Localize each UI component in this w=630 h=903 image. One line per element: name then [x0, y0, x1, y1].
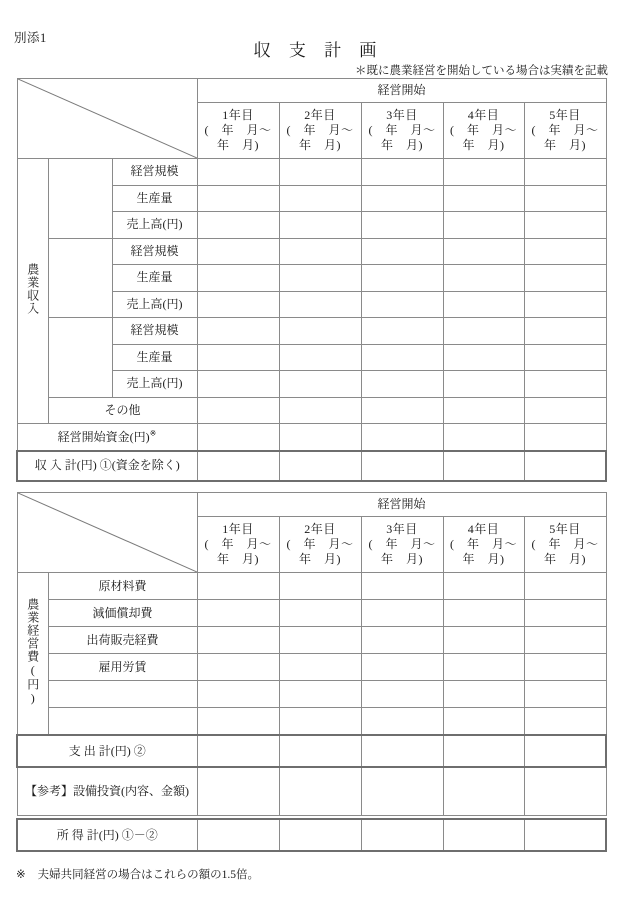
table-row	[17, 627, 606, 654]
expense-cell-4-y3[interactable]	[361, 654, 443, 681]
year-range-bottom-2-3: 年 月)	[381, 552, 423, 566]
income-other-label: その他	[48, 397, 197, 424]
income-cell-2-2-y1[interactable]	[197, 265, 279, 292]
expense-cell-5-y5[interactable]	[524, 681, 606, 708]
income-cell-3-2-y3[interactable]	[361, 344, 443, 371]
expense-table	[16, 492, 607, 816]
page-title: 収 支 計 画	[253, 41, 384, 60]
table-row	[17, 318, 606, 345]
income-cell-2-1-y4[interactable]	[443, 238, 524, 265]
income-total-y2[interactable]	[279, 451, 361, 481]
year-column-header-2-3	[361, 517, 443, 573]
expense-item-label-2: 減価償却費	[48, 600, 197, 627]
year-range-bottom-2: 年 月)	[299, 138, 342, 152]
expense-cell-5-y2[interactable]	[279, 681, 361, 708]
income-item-label-2-1: 経営規模	[112, 238, 197, 265]
year-range-bottom-5: 年 月)	[544, 138, 587, 152]
income-cell-2-2-y2[interactable]	[279, 265, 361, 292]
expense-cell-4-y4[interactable]	[443, 654, 524, 681]
income-table	[16, 78, 607, 482]
footnote-mark: ※	[16, 869, 26, 881]
income-item-label-1-1: 経営規模	[112, 159, 197, 186]
income-cell-2-1-y2[interactable]	[279, 238, 361, 265]
crop-name-input-3[interactable]	[48, 318, 112, 398]
year-label-4: 4年目	[467, 108, 500, 122]
year-range-top-2-3: ( 年 月～	[368, 537, 436, 551]
income-cell-2-1-y1[interactable]	[197, 238, 279, 265]
table-row	[17, 397, 606, 424]
diagonal-line-icon	[18, 79, 197, 158]
income-other-y5[interactable]	[524, 397, 606, 424]
expense-cell-6-y3[interactable]	[361, 708, 443, 736]
income-item-label-1-3: 売上高(円)	[112, 212, 197, 239]
expense-item-label-3: 出荷販売経費	[48, 627, 197, 654]
expense-cell-2-y3[interactable]	[361, 600, 443, 627]
profit-total-row	[17, 819, 606, 851]
income-total-y4[interactable]	[443, 451, 524, 481]
income-cell-3-1-y2[interactable]	[279, 318, 361, 345]
income-header-group-row	[17, 79, 606, 103]
expense-cell-5-y3[interactable]	[361, 681, 443, 708]
income-cell-1-1-y5[interactable]	[524, 159, 606, 186]
expense-cell-1-y5[interactable]	[524, 573, 606, 600]
income-other-y4[interactable]	[443, 397, 524, 424]
expense-cell-4-y1[interactable]	[197, 654, 279, 681]
year-label-2-5: 5年目	[549, 522, 581, 536]
year-label-2-3: 3年目	[386, 522, 418, 536]
capex-y5[interactable]	[524, 767, 606, 816]
income-cell-3-2-y1[interactable]	[197, 344, 279, 371]
income-cell-3-2-y4[interactable]	[443, 344, 524, 371]
table-row	[17, 159, 606, 186]
expense-cell-1-y2[interactable]	[279, 573, 361, 600]
table-row	[17, 654, 606, 681]
expense-cell-2-y2[interactable]	[279, 600, 361, 627]
expense-cell-4-y2[interactable]	[279, 654, 361, 681]
year-range-bottom-2-2: 年 月)	[299, 552, 341, 566]
year-range-top-2-1: ( 年 月～	[204, 537, 272, 551]
expense-section-label: 農業経営費(円)	[25, 597, 40, 706]
year-column-header-2-5	[524, 517, 606, 573]
income-cell-3-3-y5[interactable]	[524, 371, 606, 398]
income-section-label-cell	[17, 159, 48, 424]
expense-cell-6-y1[interactable]	[197, 708, 279, 736]
business-start-group-header-2: 経営開始	[197, 493, 606, 517]
year-column-header-2	[279, 103, 361, 159]
year-range-top-2-2: ( 年 月～	[286, 537, 354, 551]
expense-item-label-1: 原材料費	[48, 573, 197, 600]
expense-cell-6-y4[interactable]	[443, 708, 524, 736]
year-label-3: 3年目	[386, 108, 418, 122]
year-range-bottom-2-4: 年 月)	[462, 552, 505, 566]
income-cell-1-1-y2[interactable]	[279, 159, 361, 186]
table-row	[17, 600, 606, 627]
income-item-label-1-2: 生産量	[112, 185, 197, 212]
table-row	[17, 681, 606, 708]
income-cell-3-1-y4[interactable]	[443, 318, 524, 345]
year-label-5: 5年目	[549, 108, 581, 122]
income-total-row	[17, 451, 606, 481]
expense-total-y1[interactable]	[197, 735, 279, 767]
year-range-top-4: ( 年 月～	[450, 123, 518, 137]
income-item-label-3-2: 生産量	[112, 344, 197, 371]
income-total-y5[interactable]	[524, 451, 606, 481]
expense-total-y4[interactable]	[443, 735, 524, 767]
income-cell-2-2-y4[interactable]	[443, 265, 524, 292]
income-cell-3-3-y3[interactable]	[361, 371, 443, 398]
income-cell-3-1-y1[interactable]	[197, 318, 279, 345]
expense-cell-3-y4[interactable]	[443, 627, 524, 654]
income-cell-2-2-y3[interactable]	[361, 265, 443, 292]
income-cell-2-2-y5[interactable]	[524, 265, 606, 292]
capex-label: 【参考】設備投資(内容、金額)	[17, 767, 197, 816]
income-cell-1-1-y3[interactable]	[361, 159, 443, 186]
profit-total-y5[interactable]	[524, 819, 606, 851]
capex-y3[interactable]	[361, 767, 443, 816]
year-range-bottom-3: 年 月)	[381, 138, 424, 152]
startup-fund-y3[interactable]	[361, 424, 443, 451]
expense-cell-4-y5[interactable]	[524, 654, 606, 681]
startup-fund-y5[interactable]	[524, 424, 606, 451]
table-row	[17, 708, 606, 736]
income-cell-1-1-y4[interactable]	[443, 159, 524, 186]
profit-total-y3[interactable]	[361, 819, 443, 851]
table-row	[17, 424, 606, 451]
startup-fund-y2[interactable]	[279, 424, 361, 451]
expense-total-y5[interactable]	[524, 735, 606, 767]
capex-y4[interactable]	[443, 767, 524, 816]
document-number: 別添1	[14, 31, 47, 45]
income-cell-1-2-y4[interactable]	[443, 185, 524, 212]
income-cell-1-3-y1[interactable]	[197, 212, 279, 239]
expense-cell-2-y1[interactable]	[197, 600, 279, 627]
expense-item-label-5[interactable]	[48, 681, 197, 708]
expense-cell-2-y5[interactable]	[524, 600, 606, 627]
startup-fund-y1[interactable]	[197, 424, 279, 451]
year-range-bottom-1: 年 月)	[217, 138, 260, 152]
income-cell-1-3-y5[interactable]	[524, 212, 606, 239]
income-total-y1[interactable]	[197, 451, 279, 481]
corner-diagonal-cell-2	[17, 493, 197, 573]
income-cell-3-3-y4[interactable]	[443, 371, 524, 398]
income-cell-2-3-y5[interactable]	[524, 291, 606, 318]
income-cell-1-2-y1[interactable]	[197, 185, 279, 212]
income-cell-2-1-y5[interactable]	[524, 238, 606, 265]
table-row	[17, 573, 606, 600]
income-cell-2-1-y3[interactable]	[361, 238, 443, 265]
year-column-header-3	[361, 103, 443, 159]
year-column-header-2-2	[279, 517, 361, 573]
income-cell-1-2-y3[interactable]	[361, 185, 443, 212]
expense-total-label: 支 出 計(円) ②	[17, 735, 197, 767]
income-item-label-3-3: 売上高(円)	[112, 371, 197, 398]
year-column-header-1	[197, 103, 279, 159]
expense-cell-3-y3[interactable]	[361, 627, 443, 654]
expense-section-label-cell	[17, 573, 48, 736]
year-range-bottom-4: 年 月)	[462, 138, 505, 152]
income-section-label: 農業収入	[25, 263, 40, 315]
expense-total-y3[interactable]	[361, 735, 443, 767]
income-cell-1-1-y1[interactable]	[197, 159, 279, 186]
expense-cell-1-y1[interactable]	[197, 573, 279, 600]
expense-item-label-4: 雇用労賃	[48, 654, 197, 681]
expense-total-y2[interactable]	[279, 735, 361, 767]
income-cell-2-3-y3[interactable]	[361, 291, 443, 318]
income-other-y2[interactable]	[279, 397, 361, 424]
income-other-y3[interactable]	[361, 397, 443, 424]
startup-fund-mark: ※	[149, 428, 157, 438]
income-cell-2-3-y2[interactable]	[279, 291, 361, 318]
expense-cell-5-y1[interactable]	[197, 681, 279, 708]
capex-y1[interactable]	[197, 767, 279, 816]
income-other-y1[interactable]	[197, 397, 279, 424]
year-label-1: 1年目	[222, 108, 254, 122]
year-label-2-4: 4年目	[467, 522, 500, 536]
expense-cell-5-y4[interactable]	[443, 681, 524, 708]
diagonal-line-icon	[18, 493, 197, 572]
footnote	[16, 866, 259, 882]
year-range-bottom-2-5: 年 月)	[544, 552, 587, 566]
income-total-label: 収 入 計(円) ①(資金を除く)	[17, 451, 197, 481]
expense-item-label-6[interactable]	[48, 708, 197, 736]
expense-cell-2-y4[interactable]	[443, 600, 524, 627]
expense-cell-6-y2[interactable]	[279, 708, 361, 736]
income-total-y3[interactable]	[361, 451, 443, 481]
income-cell-2-3-y4[interactable]	[443, 291, 524, 318]
crop-name-input-1[interactable]	[48, 159, 112, 239]
expense-total-row	[17, 735, 606, 767]
year-label-2: 2年目	[304, 108, 336, 122]
expense-cell-3-y2[interactable]	[279, 627, 361, 654]
expense-cell-1-y4[interactable]	[443, 573, 524, 600]
year-column-header-2-4	[443, 517, 524, 573]
capex-row	[17, 767, 606, 816]
year-range-top-2-4: ( 年 月～	[450, 537, 517, 551]
corner-diagonal-cell	[17, 79, 197, 159]
year-range-top-2-5: ( 年 月～	[531, 537, 599, 551]
income-cell-1-2-y2[interactable]	[279, 185, 361, 212]
table-row	[17, 238, 606, 265]
income-cell-1-3-y3[interactable]	[361, 212, 443, 239]
income-item-label-2-3: 売上高(円)	[112, 291, 197, 318]
income-cell-3-1-y3[interactable]	[361, 318, 443, 345]
year-column-header-2-1	[197, 517, 279, 573]
year-label-2-1: 1年目	[222, 522, 254, 536]
expense-cell-3-y1[interactable]	[197, 627, 279, 654]
capex-y2[interactable]	[279, 767, 361, 816]
year-column-header-5	[524, 103, 606, 159]
crop-name-input-2[interactable]	[48, 238, 112, 318]
year-range-top-3: ( 年 月～	[368, 123, 436, 137]
year-range-top-2: ( 年 月～	[286, 123, 354, 137]
income-cell-1-3-y4[interactable]	[443, 212, 524, 239]
profit-total-y4[interactable]	[443, 819, 524, 851]
startup-fund-label: 経営開始資金(円)	[57, 429, 150, 444]
income-cell-2-3-y1[interactable]	[197, 291, 279, 318]
income-cell-1-2-y5[interactable]	[524, 185, 606, 212]
income-cell-3-3-y2[interactable]	[279, 371, 361, 398]
year-column-header-4	[443, 103, 524, 159]
income-cell-3-2-y2[interactable]	[279, 344, 361, 371]
income-item-label-2-2: 生産量	[112, 265, 197, 292]
income-cell-3-1-y5[interactable]	[524, 318, 606, 345]
expense-cell-3-y5[interactable]	[524, 627, 606, 654]
year-range-top-1: ( 年 月～	[204, 123, 272, 137]
footnote-text: 夫婦共同経営の場合はこれらの額の1.5倍。	[37, 869, 260, 881]
profit-total-label: 所 得 計(円) ①－②	[17, 819, 197, 851]
income-cell-1-3-y2[interactable]	[279, 212, 361, 239]
year-label-2-2: 2年目	[304, 522, 336, 536]
startup-fund-y4[interactable]	[443, 424, 524, 451]
income-cell-3-2-y5[interactable]	[524, 344, 606, 371]
year-range-top-5: ( 年 月～	[531, 123, 599, 137]
expense-cell-6-y5[interactable]	[524, 708, 606, 736]
profit-table	[16, 818, 607, 852]
year-range-bottom-2-1: 年 月)	[217, 552, 259, 566]
profit-total-y2[interactable]	[279, 819, 361, 851]
profit-total-y1[interactable]	[197, 819, 279, 851]
income-item-label-3-1: 経営規模	[112, 318, 197, 345]
expense-cell-1-y3[interactable]	[361, 573, 443, 600]
header-note: ＊既に農業経営を開始している場合は実績を記載	[355, 65, 608, 77]
income-cell-3-3-y1[interactable]	[197, 371, 279, 398]
startup-fund-label-cell	[17, 424, 197, 451]
business-start-group-header: 経営開始	[197, 79, 606, 103]
expense-header-group-row	[17, 493, 606, 517]
